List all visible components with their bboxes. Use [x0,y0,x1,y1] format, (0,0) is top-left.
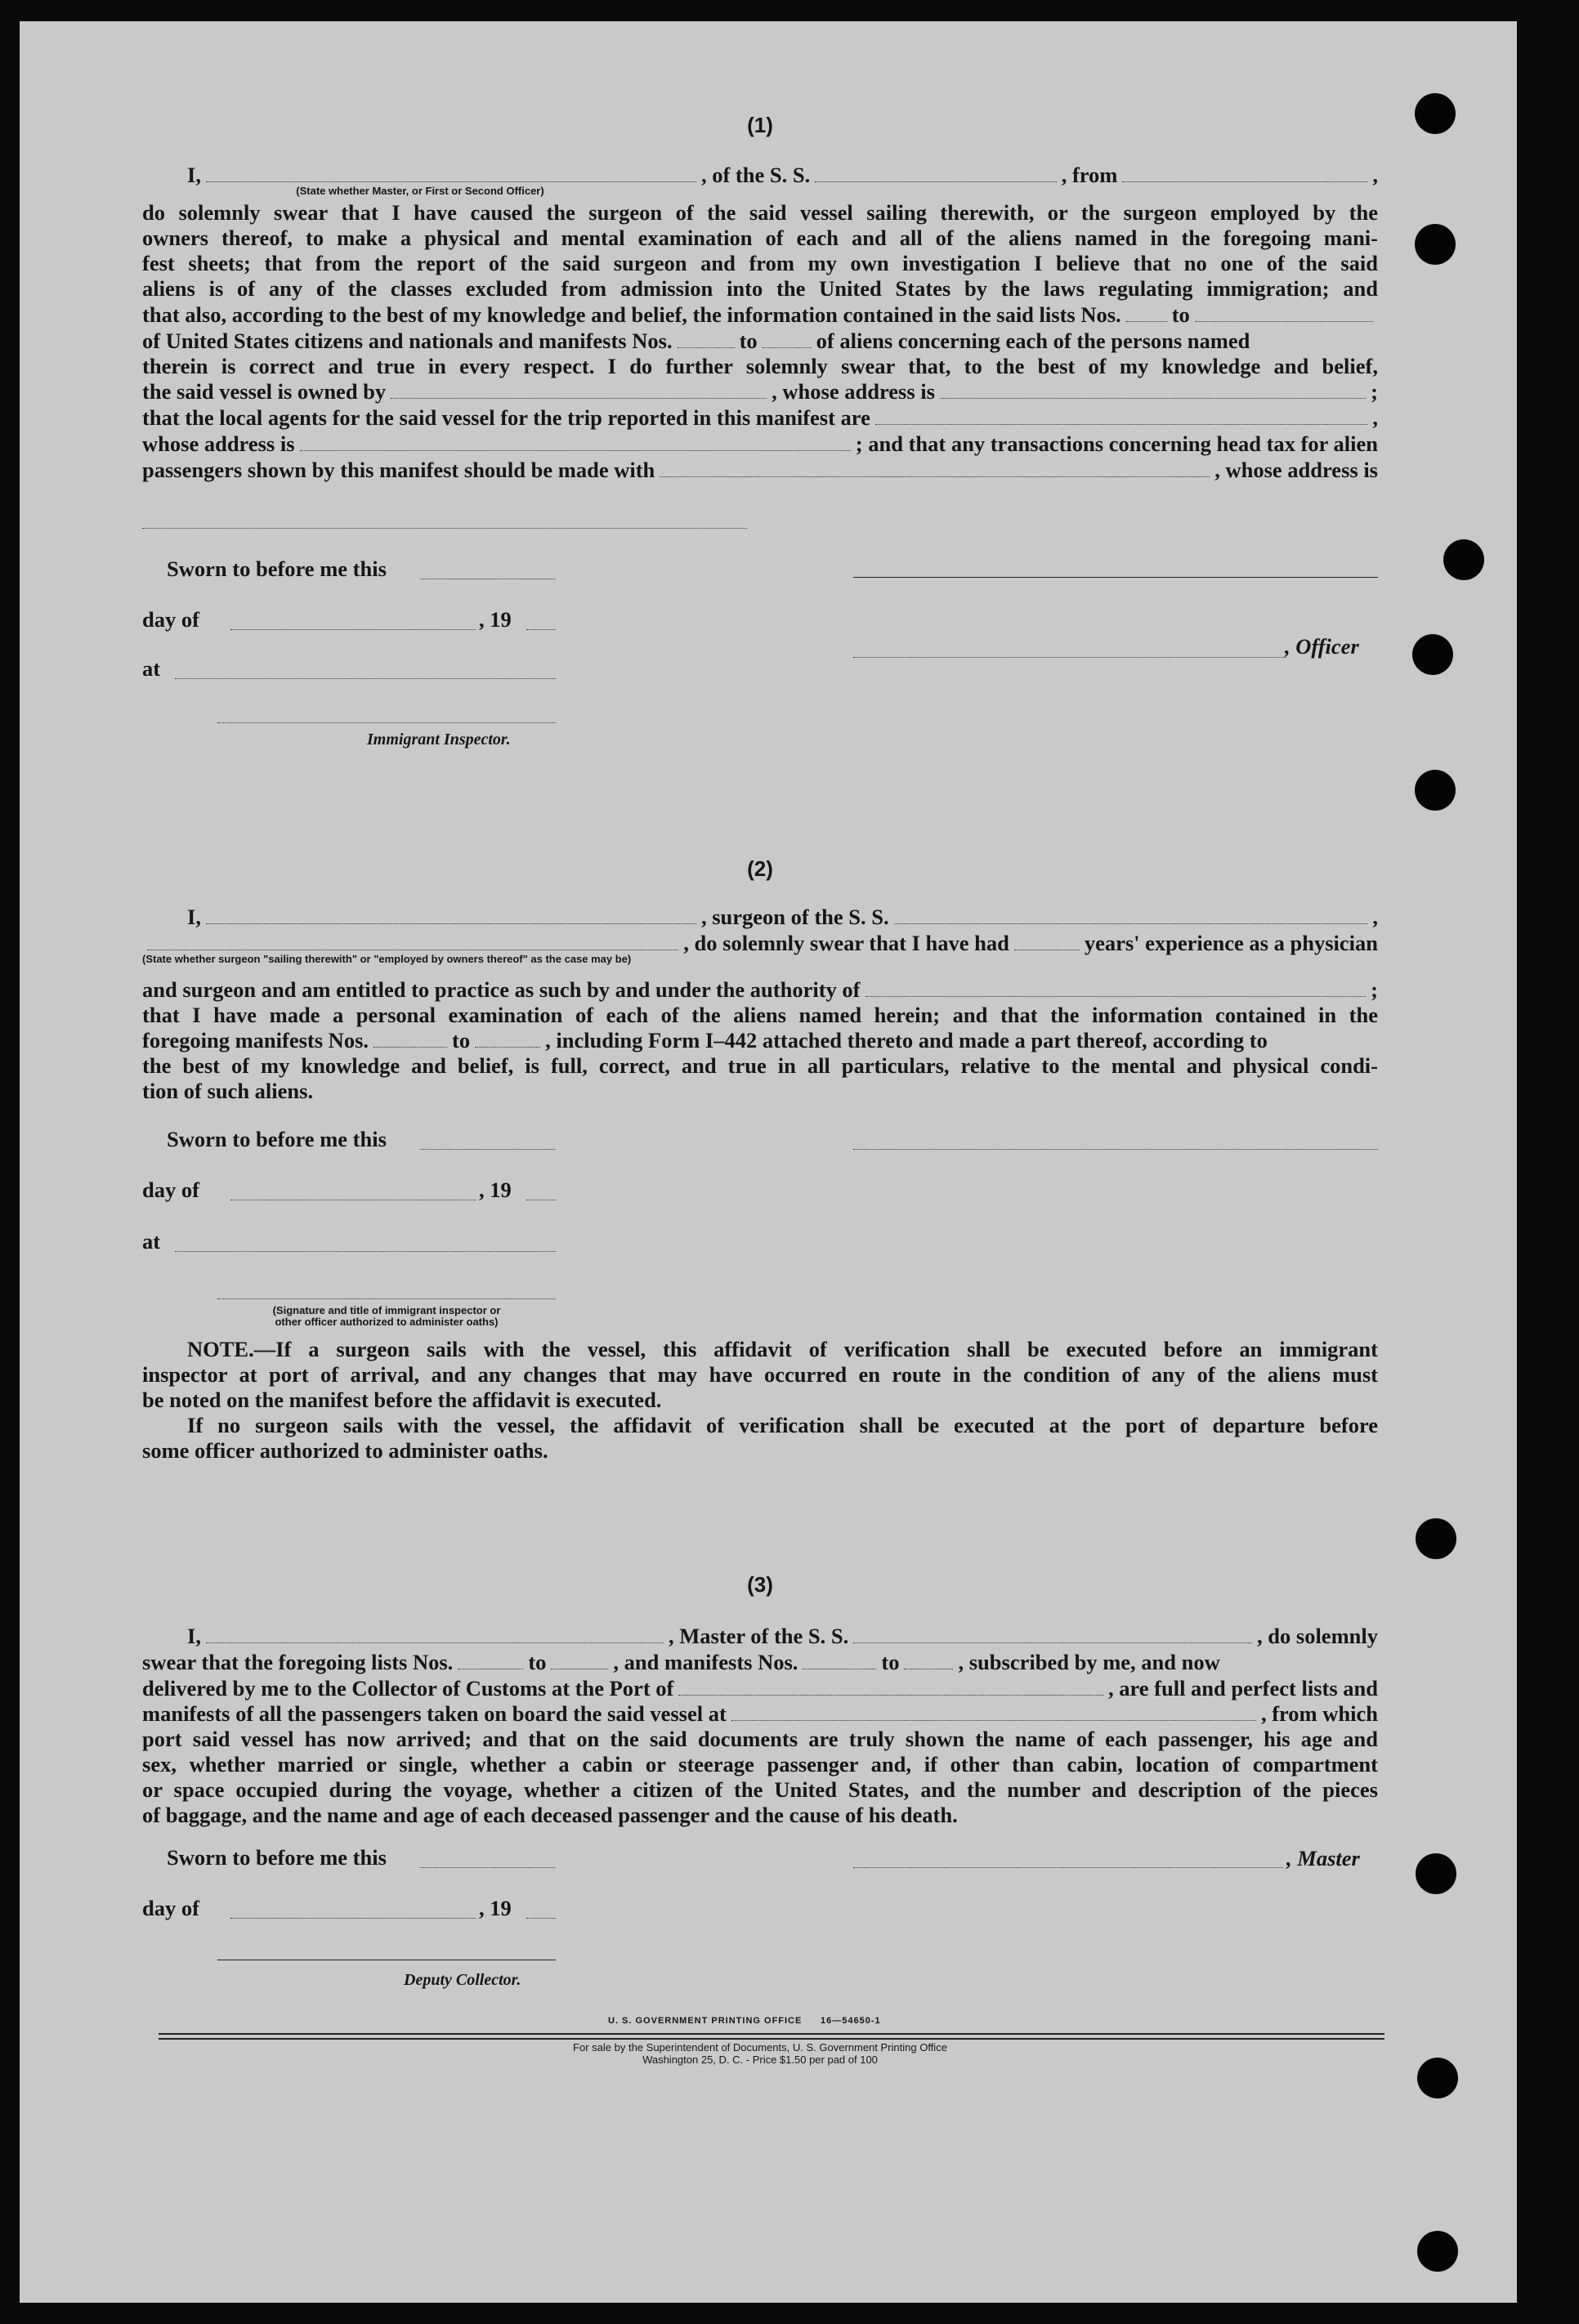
lists-from-field[interactable] [1126,302,1167,322]
year-field-3[interactable] [526,1918,556,1919]
document-page [20,21,1517,2303]
officer-label: , Officer [1285,634,1359,659]
master-line: I, , Master of the S. S. , do solemnly [187,1623,1378,1648]
section-1-heading: (1) [747,113,773,137]
agents-line: that the local agents for the said vessel for the trip reported in this manifest are , [142,405,1378,431]
form-number: 16—54650-1 [821,2016,881,2026]
immigrant-inspector-signature-field[interactable] [217,722,556,723]
at-label-1: at [142,656,161,681]
collector-line: delivered by me to the Collector of Customs at the Port of , are full and perfect lists and [142,1675,1378,1701]
master-lists-to-field[interactable] [551,1649,608,1669]
sworn-label-2: Sworn to before me this [167,1127,387,1151]
section-1-paragraph: do solemnly swear that I have caused the surgeon of the said vessel sailing therewith, or the surgeon employed by the owners thereof, to make a physical and mental examination of each and all of the aliens named in the foregoing mani- fest sheets; that from the report of the said surgeon and from my own investigation I believe that no one of the said aliens is of any of the classes excluded from admission into the United States by the laws regulating immigration; and [142,199,1378,301]
agents-field[interactable] [875,404,1368,425]
day-of-label-3: day of [142,1896,199,1920]
manifests-line: of United States citizens and nationals and manifests Nos. to of aliens concerning each of the persons named [142,328,1250,353]
punch-hole [1415,770,1456,811]
owner-address-field[interactable] [940,379,1366,400]
master-vessel-field[interactable] [853,1623,1252,1643]
day-of-label-1: day of [142,607,199,632]
punch-hole [1443,539,1484,580]
master-manifests-from-field[interactable] [803,1649,876,1669]
footer-rule-2 [159,2038,1384,2040]
from-port-field[interactable] [1122,162,1367,182]
master-lists-from-field[interactable] [458,1649,523,1669]
lists-line: that also, according to the best of my knowledge and belief, the information contained in the said lists Nos. to [142,302,1378,328]
punch-hole [1412,634,1453,675]
master-manifests-to-field[interactable] [904,1649,953,1669]
surgeon-status-note: (State whether surgeon "sailing therewith" or "employed by owners thereof" as the case may be) [142,952,632,965]
punch-hole [1416,1518,1456,1559]
officer-signature-line[interactable] [853,577,1378,578]
at-place-field-1[interactable] [175,678,556,679]
at-label-2: at [142,1229,161,1254]
section-2-heading: (2) [747,856,773,881]
sworn-label-3: Sworn to before me this [167,1845,387,1870]
boarded-at-line: manifests of all the passengers taken on board the said vessel at , from which [142,1701,1378,1727]
officer-line-note: (State whether Master, or First or Second Officer) [296,184,544,197]
master-label: , Master [1286,1846,1360,1870]
master-signature-field[interactable] [853,1867,1283,1868]
year-field-1[interactable] [526,629,556,630]
head-tax-party-field[interactable] [660,457,1210,477]
inspector-signature-field[interactable] [217,1298,556,1299]
foregoing-manifests-from-field[interactable] [374,1028,447,1048]
vessel-name-field[interactable] [815,162,1056,182]
surgeon-status-field[interactable] [147,930,678,950]
signature-note-line-2: other officer authorized to administer oaths) [275,1316,499,1328]
master-name-field[interactable] [206,1623,664,1643]
foregoing-manifests-to-field[interactable] [475,1028,540,1048]
master-lists-line: swear that the foregoing lists Nos. to , and manifests Nos. to , subscribed by me, and now [142,1649,1220,1674]
boarded-at-field[interactable] [731,1701,1256,1722]
section-3-paragraph: port said vessel has now arrived; and that on the said documents are truly shown the name of each passenger, his age and sex, whether married or single, whether a cabin or steerage passenger and, if other than cabin, location of compartment or space occupied during the voyage, whether a citizen of the United States, and the number and description of the pieces of baggage, and the name and age of each deceased passenger and the cause of his death. [142,1727,1378,1828]
at-place-field-2[interactable] [175,1251,556,1252]
section-1-body: I, , of the S. S. , from , (State whether Master, or First or Second Officer) do solemnly swear that I have caused the surgeon of the said vessel sailing therewith, or the surgeon employed by the owners thereof, to make a physical and mental examination of each and all of the aliens named in the foregoing mani- fest sheets; that from the report of the said surgeon and from my own investigation I believe that no one of the said aliens is of any of the classes excluded from admission into the United States by the laws regulating immigration; and that also, according to the best of my knowledge and belief, the information contained in the said lists Nos. to of United States citizens and nationals and manifests Nos. to of aliens concerning each of the persons named therein is correct and true in every respect. I do further solemnly swear that, to the best of my knowledge and belief, the said vessel is owned by , whose address is ; that the local agents for the said vessel for the trip reported in this manifest are , whose address is ; and that any transactions concerning head tax for alien passengers shown by this manifest should be made with , whose address is [142,162,1378,482]
year-label-2: , 19 [479,1178,512,1202]
punch-hole [1415,93,1456,134]
year-label-1: , 19 [479,607,512,632]
manifests-to-field[interactable] [763,328,812,348]
month-field-1[interactable] [230,629,476,630]
officer-name-field[interactable] [206,162,696,182]
signature-note-line-1: (Signature and title of immigrant inspector or [272,1304,501,1316]
sale-notice-line-2: Washington 25, D. C. - Price $1.50 per pad of 100 [642,2054,878,2066]
agents-address-line: whose address is ; and that any transactions concerning head tax for alien [142,431,1378,457]
year-label-3: , 19 [479,1896,512,1920]
owner-field[interactable] [391,379,767,400]
port-of-field[interactable] [678,1675,1103,1696]
officer-title-field[interactable] [853,657,1286,658]
sworn-day-field-2[interactable] [420,1149,555,1150]
owner-line: the said vessel is owned by , whose address is ; [142,379,1378,404]
immigrant-inspector-label: Immigrant Inspector. [367,731,511,749]
years-experience-field[interactable] [1014,930,1080,950]
manifests-from-field[interactable] [678,328,735,348]
deputy-collector-label: Deputy Collector. [404,1971,521,1989]
punch-hole [1416,1853,1456,1894]
month-field-3[interactable] [230,1918,476,1919]
agents-address-field[interactable] [300,431,851,451]
day-of-label-2: day of [142,1178,199,1202]
footer-rule [159,2033,1384,2035]
sworn-day-field-3[interactable] [420,1867,555,1868]
printing-office-imprint: U. S. GOVERNMENT PRINTING OFFICE [608,2016,803,2026]
experience-line: , do solemnly swear that I have had years' experience as a physician [142,930,1378,956]
head-tax-line: passengers shown by this manifest should be made with , whose address is [142,457,1378,482]
foregoing-manifests-line: foregoing manifests Nos. to , including Form I–442 attached thereto and made a part thereof, according to [142,1028,1268,1053]
note-label: NOTE. [187,1337,254,1361]
surgeon-vessel-field[interactable] [894,904,1368,924]
section-2-body: I, , surgeon of the S. S. , , do solemnly swear that I have had years' experience as a physician (State whether surgeon "sailing therewith" or "employed by owners thereof" as the case may be) and surgeon and am entitled to practice as such by and under the authority of ; that I have made a personal examination of each of the aliens named herein; and that the information contained in the foregoing manifests Nos. to , including Form I–442 attached thereto and made a part thereof, according to the best of my knowledge and belief, is full, correct, and true in all particulars, relative to the mental and physical condi- tion of such aliens. [142,904,1378,1104]
punch-hole [1417,2231,1458,2272]
punch-hole [1417,2058,1458,2098]
lists-to-field[interactable] [1195,302,1373,322]
authority-field[interactable] [866,977,1367,997]
officer-line: I, , of the S. S. , from , [187,162,1378,187]
sale-notice-line-1: For sale by the Superintendent of Documents, U. S. Government Printing Office [573,2041,947,2054]
punch-hole [1415,224,1456,265]
surgeon-name-field[interactable] [206,904,696,924]
head-tax-address-field[interactable] [142,528,747,529]
sworn-label-1: Sworn to before me this [167,556,387,581]
authority-line: and surgeon and am entitled to practice as such by and under the authority of ; [142,977,1378,1002]
note-paragraph: NOTE.—If a surgeon sails with the vessel, this affidavit of verification shall be executed before an immigrant inspector at port of arrival, and any changes that may have occurred en route in the condition of any of the aliens must be noted on the manifest before the affidavit is executed. If no surgeon sails with the vessel, the affidavit of verification shall be executed at the port of departure before some officer authorized to administer oaths. [142,1337,1378,1463]
surgeon-signature-field[interactable] [853,1149,1378,1150]
section-3-heading: (3) [747,1572,773,1597]
surgeon-line: I, , surgeon of the S. S. , [187,904,1378,929]
section-3-body [142,1623,1378,1828]
